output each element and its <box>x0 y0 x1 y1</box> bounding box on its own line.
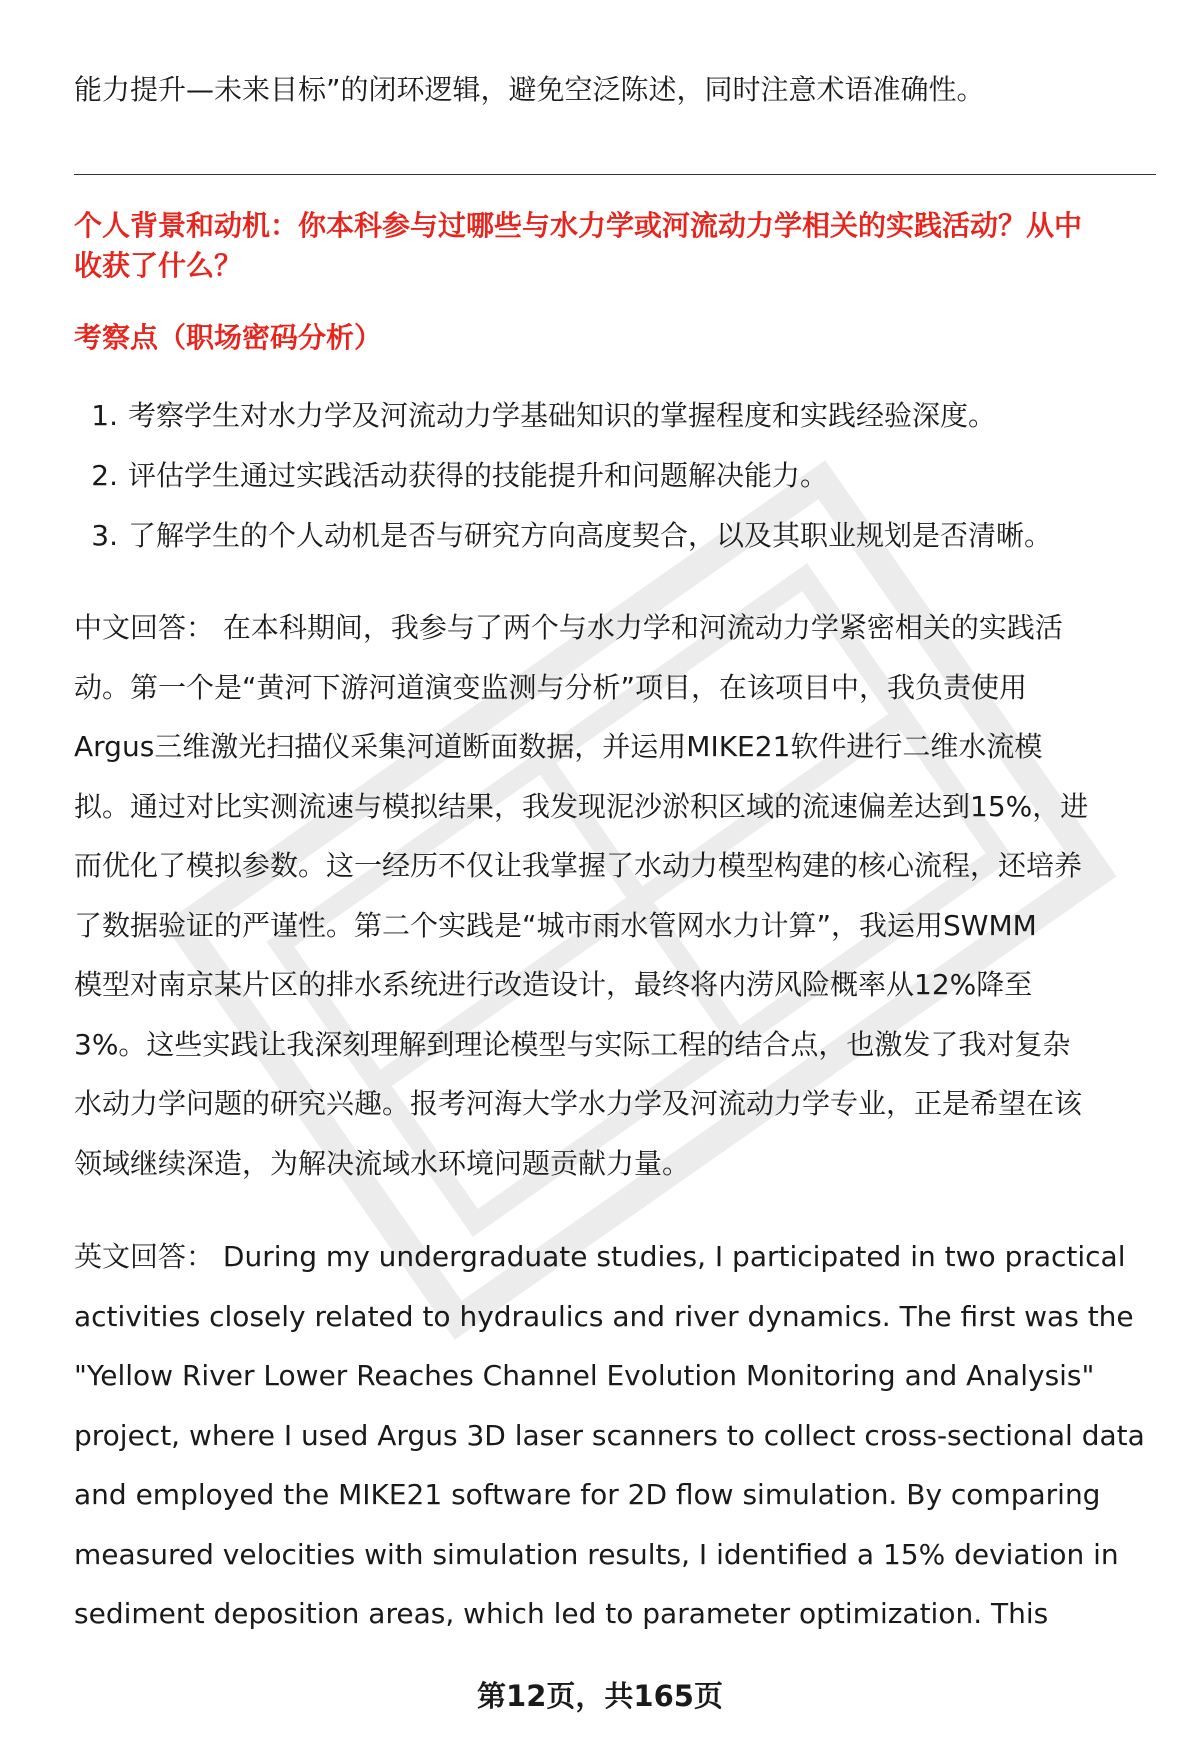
paragraph-line: measured velocities with simulation results, I identified a 15% deviation in <box>74 1537 1119 1571</box>
paragraph-line: 领域继续深造，为解决流域水环境问题贡献力量。 <box>74 1146 691 1180</box>
list-text: 了解学生的个人动机是否与研究方向高度契合，以及其职业规划是否清晰。 <box>128 519 1053 552</box>
paragraph-line: 3%。这些实践让我深刻理解到理论模型与实际工程的结合点，也激发了我对复杂 <box>74 1027 1071 1061</box>
paragraph-line: 而优化了模拟参数。这一经历不仅让我掌握了水动力模型构建的核心流程，还培养 <box>74 849 1083 882</box>
paragraph-line: 水动力学问题的研究兴趣。报考河海大学水力学及河流动力学专业，正是希望在该 <box>74 1087 1083 1120</box>
question-line: 收获了什么？ <box>74 249 243 282</box>
paragraph-line: 英文回答： During my undergraduate studies, I participated in two practical <box>74 1240 1126 1273</box>
question-line: 个人背景和动机：你本科参与过哪些与水力学或河流动力学相关的实践活动？从中 <box>74 209 1083 242</box>
list-number: 1. <box>91 399 118 432</box>
paragraph-line: 了数据验证的严谨性。第二个实践是“城市雨水管网水力计算”，我运用SWMM <box>74 908 1037 942</box>
paragraph-line: 动。第一个是“黄河下游河道演变监测与分析”项目，在该项目中，我负责使用 <box>74 670 1028 704</box>
page-number-footer: 第12页，共165页 <box>477 1679 723 1713</box>
paragraph-line: activities closely related to hydraulics and river dynamics. The first was the <box>74 1299 1134 1333</box>
list-item <box>74 516 1052 576</box>
paragraph-line: 中文回答： 在本科期间，我参与了两个与水力学和河流动力学紧密相关的实践活 <box>74 611 1063 644</box>
list-text: 评估学生通过实践活动获得的技能提升和问题解决能力。 <box>128 459 829 492</box>
assessment-list <box>74 396 1052 576</box>
paragraph-line: sediment deposition areas, which led to parameter optimization. This <box>74 1597 1049 1630</box>
list-number: 2. <box>91 459 118 492</box>
paragraph-line: Argus三维激光扫描仪采集河道断面数据，并运用MIKE21软件进行二维水流模 <box>74 730 1043 763</box>
paragraph-line: project, where I used Argus 3D laser scanners to collect cross-sectional data <box>74 1418 1145 1452</box>
section-divider <box>74 174 1156 175</box>
paragraph-line: 模型对南京某片区的排水系统进行改造设计，最终将内涝风险概率从12%降至 <box>74 968 1033 1001</box>
paragraph-line: 拟。通过对比实测流速与模拟结果，我发现泥沙淤积区域的流速偏差达到15%，进 <box>74 789 1089 823</box>
list-item <box>74 456 1052 516</box>
english-answer <box>74 1227 1156 1644</box>
paragraph-line: "Yellow River Lower Reaches Channel Evolution Monitoring and Analysis" <box>74 1359 1095 1392</box>
question-heading <box>74 206 1156 286</box>
continued-paragraph: 能力提升—未来目标”的闭环逻辑，避免空泛陈述，同时注意术语准确性。 <box>74 73 985 106</box>
list-item <box>74 396 1052 456</box>
assessment-heading: 考察点（职场密码分析） <box>74 321 383 354</box>
chinese-answer <box>74 598 1156 1193</box>
list-text: 考察学生对水力学及河流动力学基础知识的掌握程度和实践经验深度。 <box>128 399 997 432</box>
list-number: 3. <box>91 519 118 552</box>
paragraph-line: and employed the MIKE21 software for 2D flow simulation. By comparing <box>74 1478 1101 1511</box>
